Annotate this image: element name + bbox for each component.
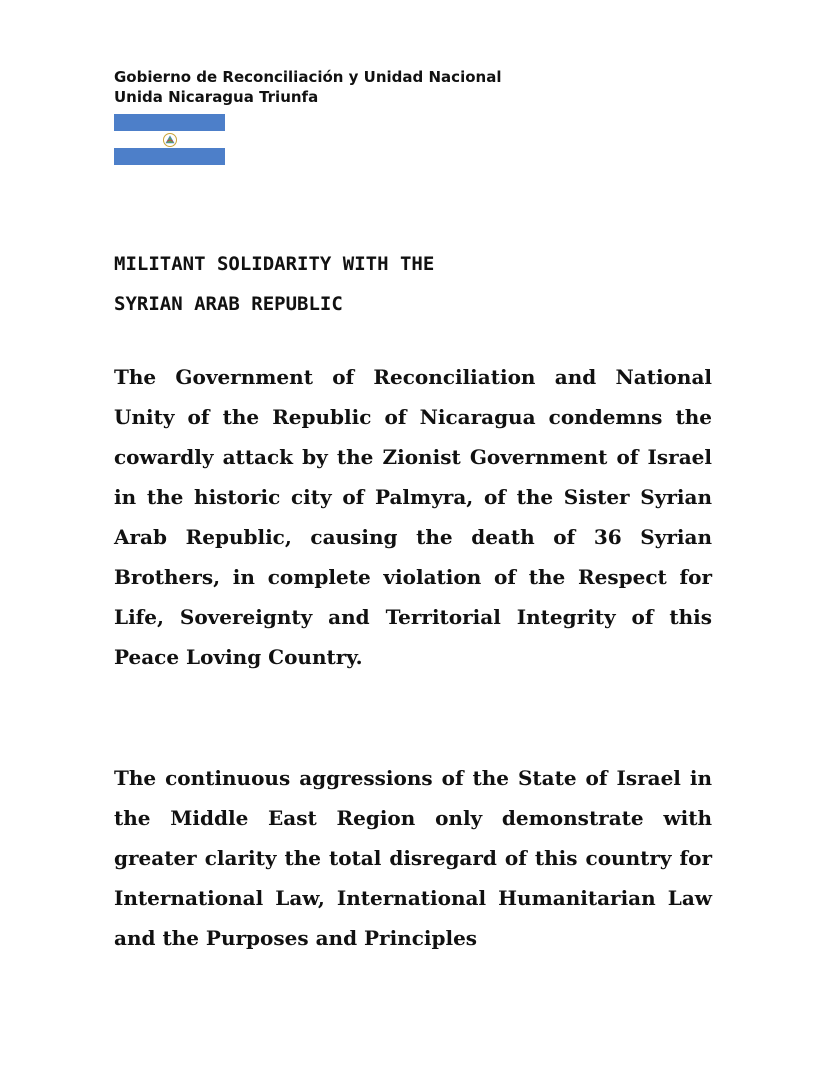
title-line-1: MILITANT SOLIDARITY WITH THE	[114, 253, 435, 275]
paragraph-1: The Government of Reconciliation and National Unity of the Republic of Nicaragua condemns the cowardly attack by the Zionist Government of Israel in the historic city of Palmyra, of the Sister Syrian Arab Republic, causing the death of 36 Syrian Brothers, in complete violation of the Respect for Life, Sovereignty and Territorial Integrity of this Peace Loving Country.	[114, 365, 712, 669]
flag-top-stripe	[114, 114, 225, 131]
flag-bottom-stripe	[114, 148, 225, 165]
document-title	[114, 244, 434, 324]
nicaragua-flag	[114, 114, 225, 165]
title-line-2: SYRIAN ARAB REPUBLIC	[114, 293, 343, 315]
letterhead	[114, 67, 501, 107]
government-name: Gobierno de Reconciliación y Unidad Nacional	[114, 68, 502, 86]
nicaragua-coat-of-arms-icon	[162, 132, 178, 148]
paragraph-2: The continuous aggressions of the State of Israel in the Middle East Region only demonstrate with greater clarity the total disregard of this country for International Law, International Humanitarian Law and the Purposes and Principles	[114, 766, 712, 950]
flag-middle-stripe	[114, 131, 225, 148]
government-slogan: Unida Nicaragua Triunfa	[114, 88, 319, 106]
